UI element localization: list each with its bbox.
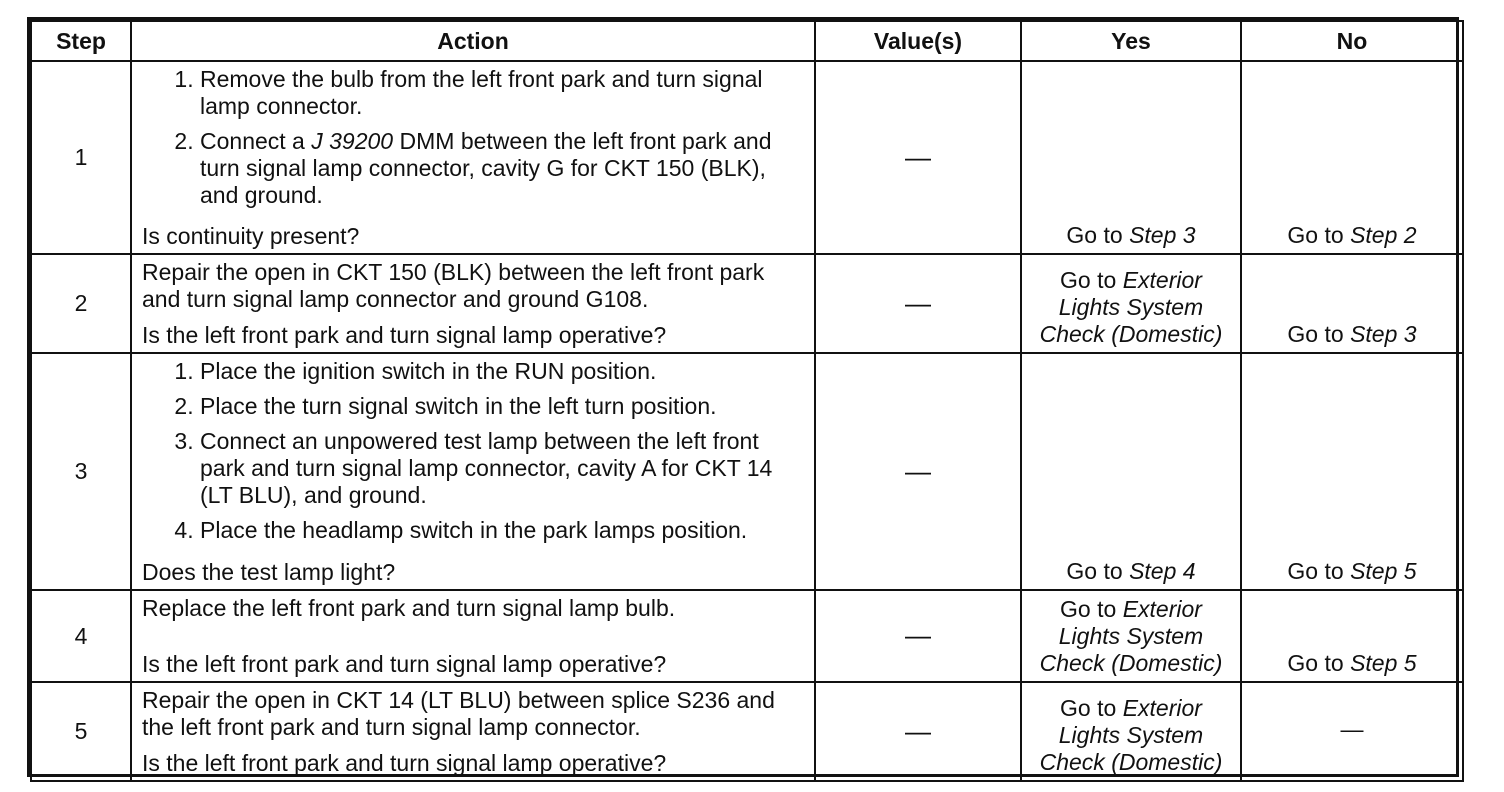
no-cell [1241, 254, 1463, 353]
instruction-list [142, 358, 806, 544]
value-cell [815, 682, 1021, 781]
header-yes: Yes [1021, 21, 1241, 61]
goto-target: Step 3 [1350, 321, 1417, 347]
action-text: Repair the open in CKT 14 (LT BLU) between splice S236 and the left front park and turn signal lamp connector. [142, 687, 775, 740]
no-cell [1241, 682, 1463, 781]
action-instructions [142, 595, 806, 622]
action-content [132, 683, 814, 780]
action-instructions [142, 259, 806, 313]
value-dash: — [905, 715, 931, 746]
instruction-item: 4. Place the headlamp switch in the park lamps position. [200, 517, 806, 544]
action-content [132, 255, 814, 352]
yes-cell [1021, 254, 1241, 353]
action-cell [131, 61, 815, 254]
instruction-text: DMM between the left front park and turn signal lamp connector, cavity G for CKT 150 (BLK), and ground. [200, 128, 772, 208]
header-step: Step [31, 21, 131, 61]
goto-target: Step 2 [1350, 222, 1417, 248]
value-cell [815, 353, 1021, 590]
goto-prefix: Go to [1060, 267, 1123, 293]
table-row [31, 682, 1463, 781]
goto-target: Exterior Lights System Check (Domestic) [1039, 267, 1223, 347]
action-question: Does the test lamp light? [142, 559, 396, 585]
value-cell [815, 254, 1021, 353]
action-content [132, 62, 814, 253]
action-question: Is the left front park and turn signal lamp operative? [142, 750, 667, 776]
instruction-text: Connect a [200, 128, 312, 154]
goto-prefix: Go to [1060, 695, 1123, 721]
no-link-text [1287, 321, 1416, 348]
action-cell [131, 353, 815, 590]
instruction-item [200, 128, 806, 209]
yes-cell [1021, 61, 1241, 254]
goto-prefix: Go to [1287, 222, 1351, 248]
step-number: 1 [31, 61, 131, 254]
diagnostic-table [30, 20, 1464, 782]
action-instructions [142, 687, 806, 741]
instruction-item: 2. Place the turn signal switch in the left turn position. [200, 393, 806, 420]
action-cell [131, 590, 815, 682]
no-cell [1241, 61, 1463, 254]
step-number: 2 [31, 254, 131, 353]
goto-prefix: Go to [1066, 558, 1130, 584]
action-instructions [142, 358, 806, 552]
no-link-text [1287, 650, 1416, 677]
table-row [31, 353, 1463, 590]
instruction-item: 1. Place the ignition switch in the RUN position. [200, 358, 806, 385]
action-cell [131, 682, 815, 781]
value-cell [815, 590, 1021, 682]
value-dash: — [905, 455, 931, 486]
no-cell [1241, 353, 1463, 590]
instruction-item: 1. Remove the bulb from the left front park and turn signal lamp connector. [200, 66, 806, 120]
step-number: 5 [31, 682, 131, 781]
action-text: Repair the open in CKT 150 (BLK) between the left front park and turn signal lamp connector and ground G108. [142, 259, 765, 312]
table-row [31, 61, 1463, 254]
instruction-list [142, 66, 806, 209]
header-no: No [1241, 21, 1463, 61]
goto-target: Exterior Lights System Check (Domestic) [1039, 695, 1223, 775]
action-instructions [142, 66, 806, 217]
header-row [31, 21, 1463, 61]
no-dash: — [1340, 716, 1364, 742]
action-question: Is the left front park and turn signal lamp operative? [142, 651, 667, 677]
action-content [132, 354, 814, 589]
header-values: Value(s) [815, 21, 1021, 61]
goto-target: Step 5 [1350, 650, 1417, 676]
table-row [31, 254, 1463, 353]
table-row [31, 590, 1463, 682]
value-cell [815, 61, 1021, 254]
value-dash: — [905, 620, 931, 650]
goto-target: Exterior Lights System Check (Domestic) [1039, 596, 1223, 676]
yes-link-text [1031, 596, 1231, 677]
yes-link-text [1066, 222, 1195, 249]
action-content [132, 591, 814, 681]
instruction-item: 3. Connect an unpowered test lamp between the left front park and turn signal lamp connector, cavity A for CKT 14 (LT BLU), and ground. [200, 428, 806, 509]
goto-prefix: Go to [1287, 558, 1351, 584]
goto-prefix: Go to [1287, 321, 1351, 347]
yes-cell [1021, 590, 1241, 682]
yes-cell [1021, 353, 1241, 590]
goto-target: Step 4 [1129, 558, 1196, 584]
action-question: Is the left front park and turn signal lamp operative? [142, 322, 667, 348]
goto-target: Step 3 [1129, 222, 1196, 248]
value-dash: — [905, 141, 931, 172]
action-question: Is continuity present? [142, 223, 360, 249]
tool-name: J 39200 [311, 128, 394, 154]
no-link-text [1287, 222, 1416, 249]
yes-link-text [1031, 267, 1231, 348]
goto-prefix: Go to [1287, 650, 1351, 676]
yes-link-text [1066, 558, 1195, 585]
goto-prefix: Go to [1066, 222, 1130, 248]
value-dash: — [905, 287, 931, 318]
header-action: Action [131, 21, 815, 61]
action-cell [131, 254, 815, 353]
goto-target: Step 5 [1350, 558, 1417, 584]
no-link-text [1287, 558, 1416, 585]
diagnostic-table-document [27, 17, 1459, 777]
step-number: 3 [31, 353, 131, 590]
action-text: Replace the left front park and turn signal lamp bulb. [142, 595, 676, 621]
no-cell [1241, 590, 1463, 682]
yes-cell [1021, 682, 1241, 781]
yes-link-text [1031, 695, 1231, 776]
step-number: 4 [31, 590, 131, 682]
goto-prefix: Go to [1060, 596, 1123, 622]
